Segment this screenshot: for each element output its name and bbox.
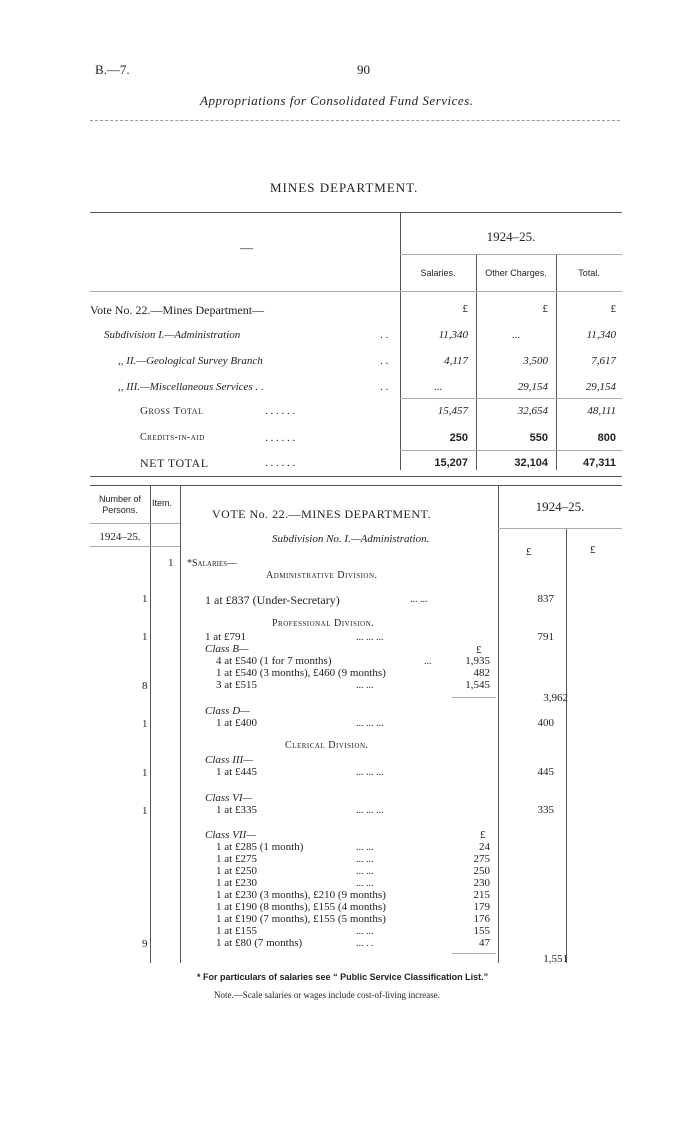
sub-amount: 179 [473,901,490,913]
net-total: 47,311 [582,457,616,469]
sub-pound: £ [476,644,482,656]
vote-title: VOTE No. 22.—MINES DEPARTMENT. [212,507,431,521]
row-total: 29,154 [585,381,616,393]
gross-other: 32,654 [517,405,548,417]
col-number-of-persons: Number of Persons. [98,494,142,515]
gross-rule [400,398,622,399]
sub-amount: 155 [473,925,490,937]
summary-year-rule [400,254,622,255]
line-amount: 445 [537,766,554,778]
col-total: Total. [578,268,600,278]
page-number: 90 [357,62,370,77]
line-dots: ... ... [410,594,428,605]
net-dots: . . . . . . [265,457,296,469]
amount-col-divider-2 [566,528,567,963]
class-vii-total: 1,551 [543,953,568,965]
summary-stub-dash: — [240,240,253,255]
persons-count: 1 [142,593,148,605]
col-item: Item. [152,498,173,508]
detail-year-right: 1924–25. [535,499,585,514]
net-salaries: 15,207 [434,457,468,469]
class-d-heading: Class D— [205,705,250,717]
clerical-division: Clerical Division. [285,740,369,751]
row-salaries: 11,340 [438,329,468,341]
amount-col-divider [498,485,499,963]
line-dots: ... ... [356,878,374,889]
salary-line: 3 at £515 [216,679,257,691]
net-rule [400,450,622,451]
gross-salaries: 15,457 [437,405,468,417]
sub-amount: 1,545 [465,679,490,691]
persons-count: 9 [142,938,148,950]
salary-line: 1 at £190 (8 months), £155 (4 months) [216,901,386,913]
summary-top-rule [90,212,622,213]
salary-line: 1 at £791 [205,631,246,643]
row-dots: . . [380,355,389,367]
salary-line: 1 at £335 [216,804,257,816]
salary-line: 1 at £80 (7 months) [216,937,303,949]
sub-amount: 250 [473,865,490,877]
summary-year: 1924–25. [486,229,536,244]
salary-line: 1 at £445 [216,766,257,778]
row-other: 3,500 [523,355,548,367]
report-reference: B.—7. [95,62,130,77]
row-dots: . . [380,329,389,341]
row-dots: . . [380,381,389,393]
sub-amount: 215 [473,889,490,901]
subdivision-label: ,, III.—Miscellaneous Services . . [118,381,264,393]
sub-amount: 47 [479,937,490,949]
persons-count: 1 [142,718,148,730]
subdivision-label: Subdivision I.—Administration [104,329,241,341]
vote-label: Vote No. 22.—Mines Department— [90,303,265,317]
class-iii-heading: Class III— [205,754,253,766]
credits-salaries: 250 [449,432,468,444]
credits-other: 550 [529,432,548,444]
credits-dots: . . . . . . [265,432,296,444]
persons-count: 1 [142,805,148,817]
detail-year-rule [498,528,622,529]
persons-head-rule [90,523,180,524]
col-salaries: Salaries. [420,268,456,278]
department-title: MINES DEPARTMENT. [270,180,419,195]
net-other: 32,104 [514,457,548,469]
detail-year-left: 1924–25. [99,531,141,543]
salary-line: 4 at £540 (1 for 7 months) [216,655,332,667]
item-number: 1 [168,557,174,569]
professional-division: Professional Division. [272,618,375,629]
salary-line: 1 at £275 [216,853,257,865]
line-amount: 335 [537,804,554,816]
persons-year-rule [90,546,180,547]
subtotal-rule [452,697,496,698]
salary-line: 1 at £230 (3 months), £210 (9 months) [216,889,386,901]
persons-count: 1 [142,767,148,779]
salary-line: 1 at £540 (3 months), £460 (9 months) [216,667,386,679]
pound-other: £ [542,303,548,315]
salary-line: 1 at £285 (1 month) [216,841,304,853]
sub-amount: 482 [473,667,490,679]
credits-in-aid-label: Credits-in-aid [140,432,205,443]
col-other-charges: Other Charges. [485,268,547,278]
salary-line: 1 at £250 [216,865,257,877]
salary-line: 1 at £190 (7 months), £155 (5 months) [216,913,386,925]
class-b-total: 3,962 [543,692,568,704]
line-dots: ... ... [356,680,374,691]
administrative-division: Administrative Division. [266,570,378,581]
row-other: ... [511,329,521,341]
subtotal-rule [452,953,496,954]
footnote: * For particulars of salaries see “ Public Service Classification List.” [197,972,489,982]
row-salaries: ... [433,381,443,393]
line-dots: ... ... ... [356,718,384,729]
salaries-heading: *Salaries— [187,558,238,569]
gross-total: 48,111 [587,405,616,417]
header-rule [90,120,620,121]
line-dots: ... ... ... [356,632,384,643]
line-dots: ... ... ... [356,767,384,778]
class-b-heading: Class B— [205,643,249,655]
gross-dots: . . . . . . [265,405,296,417]
credits-total: 800 [597,432,616,444]
line-dots: ... ... [356,854,374,865]
item-col-divider [180,485,181,963]
line-dots: ... ... [356,926,374,937]
detail-subdivision: Subdivision No. I.—Administration. [272,533,430,545]
salary-line: 1 at £155 [216,925,257,937]
page-title: Appropriations for Consolidated Fund Services. [200,93,474,108]
salary-line: 1 at £230 [216,877,257,889]
sub-amount: 275 [473,853,490,865]
summary-head-rule [90,291,622,292]
net-total-label: NET TOTAL [140,456,209,470]
line-dots: ... ... [356,842,374,853]
row-salaries: 4,117 [444,355,468,367]
salary-line: 1 at £400 [216,717,257,729]
class-vi-heading: Class VI— [205,792,253,804]
row-total: 11,340 [586,329,616,341]
row-other: 29,154 [517,381,548,393]
persons-count: 1 [142,631,148,643]
sub-amount: 1,935 [465,655,490,667]
row-total: 7,617 [591,355,616,367]
line-dots: ... [424,656,432,667]
line-amount: 400 [537,717,554,729]
scale-note: Note.—Scale salaries or wages include cost-of-living increase. [214,990,440,1000]
summary-bottom-rule [90,476,622,477]
class-vii-heading: Class VII— [205,829,257,841]
salary-line: 1 at £837 (Under-Secretary) [205,593,340,607]
persons-col-divider [150,485,151,963]
gross-total-label: Gross Total [140,405,204,417]
line-dots: ... . . [356,938,374,949]
sub-pound: £ [480,829,486,841]
sub-amount: 176 [473,913,490,925]
sub-amount: 24 [479,841,490,853]
detail-top-rule [90,485,622,486]
pound-col-1: £ [526,546,532,558]
sub-amount: 230 [473,877,490,889]
subdivision-label: ,, II.—Geological Survey Branch [118,355,263,367]
pound-total: £ [610,303,616,315]
line-amount: 791 [537,631,554,643]
line-amount: 837 [537,593,554,605]
line-dots: ... ... [356,866,374,877]
pound-salaries: £ [462,303,468,315]
persons-count: 8 [142,680,148,692]
line-dots: ... ... ... [356,805,384,816]
pound-col-2: £ [590,544,596,556]
